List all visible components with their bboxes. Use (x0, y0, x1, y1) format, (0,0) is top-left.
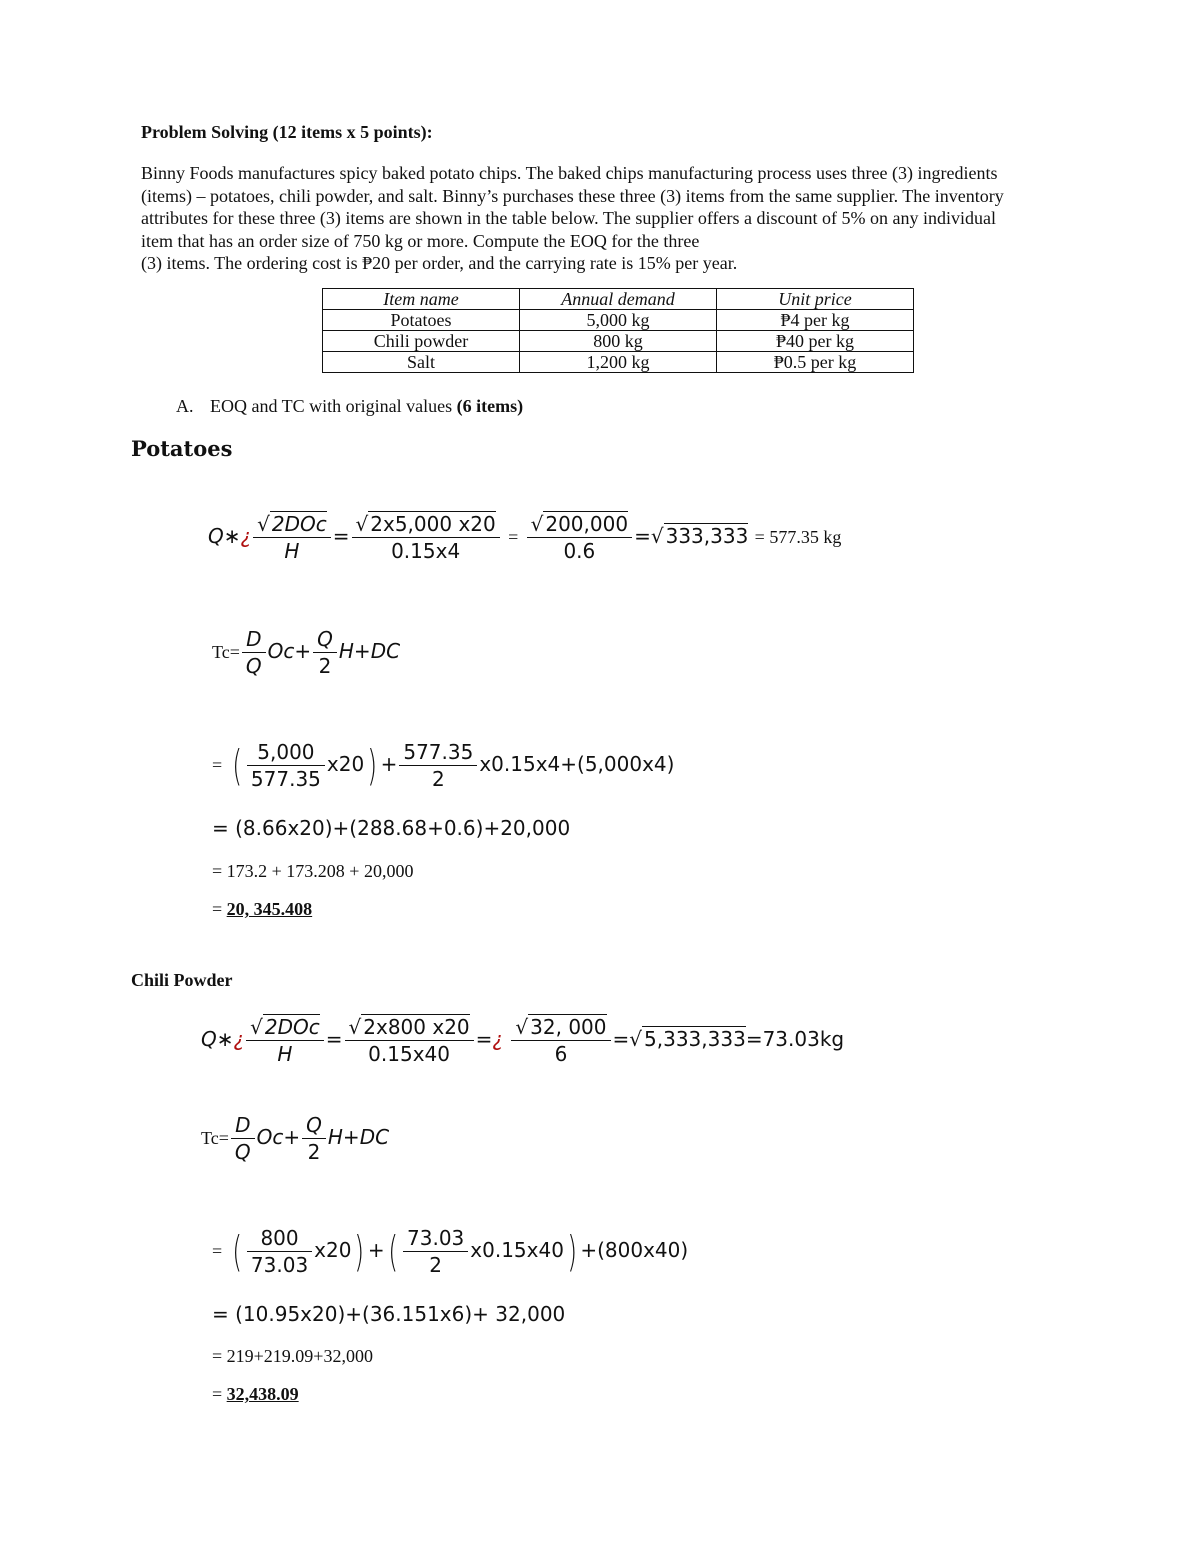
fraction (403, 1226, 468, 1277)
eoq-result: = 577.35 kg (754, 527, 842, 547)
eoq-lhs: Q∗ (201, 1027, 234, 1051)
fraction: $\frac{\text{√ 2DOc}}{H}$ (246, 1015, 324, 1066)
plus: + (367, 1238, 385, 1262)
denominator: Q (245, 654, 262, 678)
numerator: 2DOc (264, 1015, 320, 1039)
equals: = (612, 1027, 630, 1051)
numerator: 200,000 (545, 512, 629, 536)
chili-final (212, 1384, 299, 1405)
fraction (231, 1113, 255, 1164)
table-cell: 800 kg (520, 331, 717, 352)
paragraph-line: item that has an order size of 750 kg or more. Compute the EOQ for the three (141, 230, 700, 251)
numerator: 2DOc (271, 512, 327, 536)
table-cell: ₱40 per kg (717, 331, 914, 352)
fraction: $\frac{√ 2x800 x20}{0.15x40}$ (345, 1015, 474, 1066)
numerator: 2x800 x20 (363, 1015, 470, 1039)
tc-term: Oc+ (256, 1125, 301, 1149)
denominator: 0.15x4 (391, 539, 461, 563)
denominator: 2 (429, 1253, 443, 1277)
term: x20 (314, 1238, 352, 1262)
glyph: ¿ (492, 1027, 504, 1051)
section-title-chili-powder: Chili Powder (131, 970, 233, 990)
chili-tc-substitution: = ( $\frac{800}{73.03}$ x20) +( $\frac{73.03}{2}$ x0.15x40) +(800x40) (212, 1226, 689, 1277)
eoq-lhs: Q∗ (208, 524, 241, 548)
part-a-bold: (6 items) (456, 396, 524, 416)
term: x0.15x4+ (479, 752, 578, 776)
table-header-row (323, 289, 914, 310)
chili-line-2: = (10.95x20)+(36.151x6)+ 32,000 (212, 1302, 566, 1326)
glyph: ¿ (240, 524, 252, 548)
fraction: $\frac{√ 32, 000}{6}$ (511, 1015, 610, 1066)
fraction (302, 1113, 326, 1164)
plus: + (580, 1238, 598, 1262)
potatoes-line-2: = (8.66x20)+(288.68+0.6)+20,000 (212, 816, 571, 840)
term: 800x40 (604, 1238, 681, 1262)
fraction (247, 740, 325, 791)
paragraph-line: (items) – potatoes, chili powder, and salt. Binny’s purchases these three (3) items from the same supplier. The inventory (141, 185, 1004, 206)
table-cell: ₱0.5 per kg (717, 352, 914, 373)
potatoes-final (212, 899, 312, 920)
denominator: 577.35 (250, 767, 321, 791)
table-header-cell: Annual demand (520, 289, 717, 310)
term: 5,000x4 (584, 752, 667, 776)
denominator: H (277, 1042, 293, 1066)
term: x0.15x40 (470, 1238, 564, 1262)
table-cell: ₱4 per kg (717, 310, 914, 331)
numerator: 32, 000 (530, 1015, 607, 1039)
equals: = (325, 1027, 343, 1051)
table-cell: Potatoes (323, 310, 520, 331)
denominator: 6 (554, 1042, 568, 1066)
numerator: 73.03 (403, 1226, 468, 1252)
potatoes-line-3: = 173.2 + 173.208 + 20,000 (212, 861, 414, 881)
glyph: ¿ (233, 1027, 245, 1051)
numerator: Q (302, 1113, 326, 1139)
equals: = (212, 1241, 223, 1261)
fraction: $\frac{√ 2x5,000 x20}{0.15x4}$ (352, 512, 500, 563)
numerator: D (231, 1113, 255, 1139)
table-cell: 5,000 kg (520, 310, 717, 331)
section-title-potatoes: Potatoes (131, 436, 233, 461)
numerator: D (242, 627, 266, 653)
denominator: 0.6 (563, 539, 596, 563)
numerator: 800 (247, 1226, 312, 1252)
final-value: 32,438.09 (226, 1384, 299, 1404)
chili-tc-formula (201, 1113, 389, 1164)
plus: + (380, 752, 398, 776)
denominator: Q (234, 1140, 251, 1164)
denominator: 2 (431, 767, 445, 791)
fraction: $\frac{√ 200,000}{0.6}$ (527, 512, 632, 563)
equals: = (475, 1027, 493, 1051)
fraction (242, 627, 266, 678)
potatoes-eoq-equation: Q∗¿ $\frac{\text{√ 2DOc}}{H}$ = $\frac{√ 2x5,000 x20}{0.15x4}$ = $\frac{√ 200,000}{0.6}$ =√ 333,333 = 577.35 kg (208, 512, 842, 563)
equals: = (634, 524, 651, 548)
final-prefix: = (212, 1384, 227, 1404)
paragraph-line: Binny Foods manufactures spicy baked potato chips. The baked chips manufacturing process uses three (3) ingredients (141, 163, 998, 183)
table-row (323, 310, 914, 331)
table-row (323, 331, 914, 352)
fraction: $\frac{\text{√ 2DOc}}{H}$ (253, 512, 331, 563)
fraction (247, 1226, 312, 1277)
numerator: Q (313, 627, 337, 653)
final-value: 20, 345.408 (226, 899, 313, 919)
tc-term: H+DC (327, 1125, 390, 1149)
denominator: 73.03 (250, 1253, 309, 1277)
equals: = (212, 755, 223, 775)
potatoes-tc-substitution: = ( $\frac{5,000}{577.35}$ x20) + $\frac{577.35}{2}$ x0.15x4+(5,000x4) (212, 740, 675, 791)
denominator: 2 (318, 654, 332, 678)
final-prefix: = (212, 899, 227, 919)
fraction (313, 627, 337, 678)
root-value: 333,333 (665, 524, 749, 548)
inventory-table (322, 288, 914, 373)
problem-paragraph (141, 162, 1101, 275)
tc-prefix: Tc= (212, 642, 240, 662)
denominator: 0.15x40 (368, 1042, 450, 1066)
term: x20 (326, 752, 365, 776)
numerator: 577.35 (399, 740, 477, 766)
table-row (323, 352, 914, 373)
fraction (399, 740, 477, 791)
denominator: H (284, 539, 300, 563)
chili-line-3: = 219+219.09+32,000 (212, 1346, 373, 1366)
table-cell: Salt (323, 352, 520, 373)
table-cell: 1,200 kg (520, 352, 717, 373)
root-value: 5,333,333 (644, 1027, 746, 1051)
table-cell: Chili powder (323, 331, 520, 352)
table-header-cell: Unit price (717, 289, 914, 310)
part-a-heading (176, 396, 523, 417)
denominator: 2 (307, 1140, 321, 1164)
potatoes-tc-formula (212, 627, 400, 678)
problem-heading: Problem Solving (12 items x 5 points): (141, 122, 433, 142)
equals: = (332, 524, 350, 548)
paragraph-line: (3) items. The ordering cost is ₱20 per order, and the carrying rate is 15% per year. (141, 253, 738, 273)
tc-prefix: Tc= (201, 1128, 229, 1148)
table-header-cell: Item name (323, 289, 520, 310)
part-a-text: EOQ and TC with original values (210, 396, 457, 416)
paragraph-line: attributes for these three (3) items are shown in the table below. The supplier offers a discount of 5% on any individual (141, 208, 996, 228)
equals: = (508, 527, 519, 547)
chili-eoq-equation: Q∗¿ $\frac{\text{√ 2DOc}}{H}$ = $\frac{√ 2x800 x20}{0.15x40}$ =¿ $\frac{√ 32, 000}{6}$ =√ 5,333,333=73.03kg (201, 1015, 845, 1066)
numerator: 5,000 (247, 740, 325, 766)
list-label: A. (176, 396, 194, 416)
numerator: 2x5,000 x20 (370, 512, 496, 536)
tc-term: Oc+ (267, 639, 312, 663)
eoq-result: =73.03kg (745, 1027, 845, 1051)
tc-term: H+DC (338, 639, 401, 663)
